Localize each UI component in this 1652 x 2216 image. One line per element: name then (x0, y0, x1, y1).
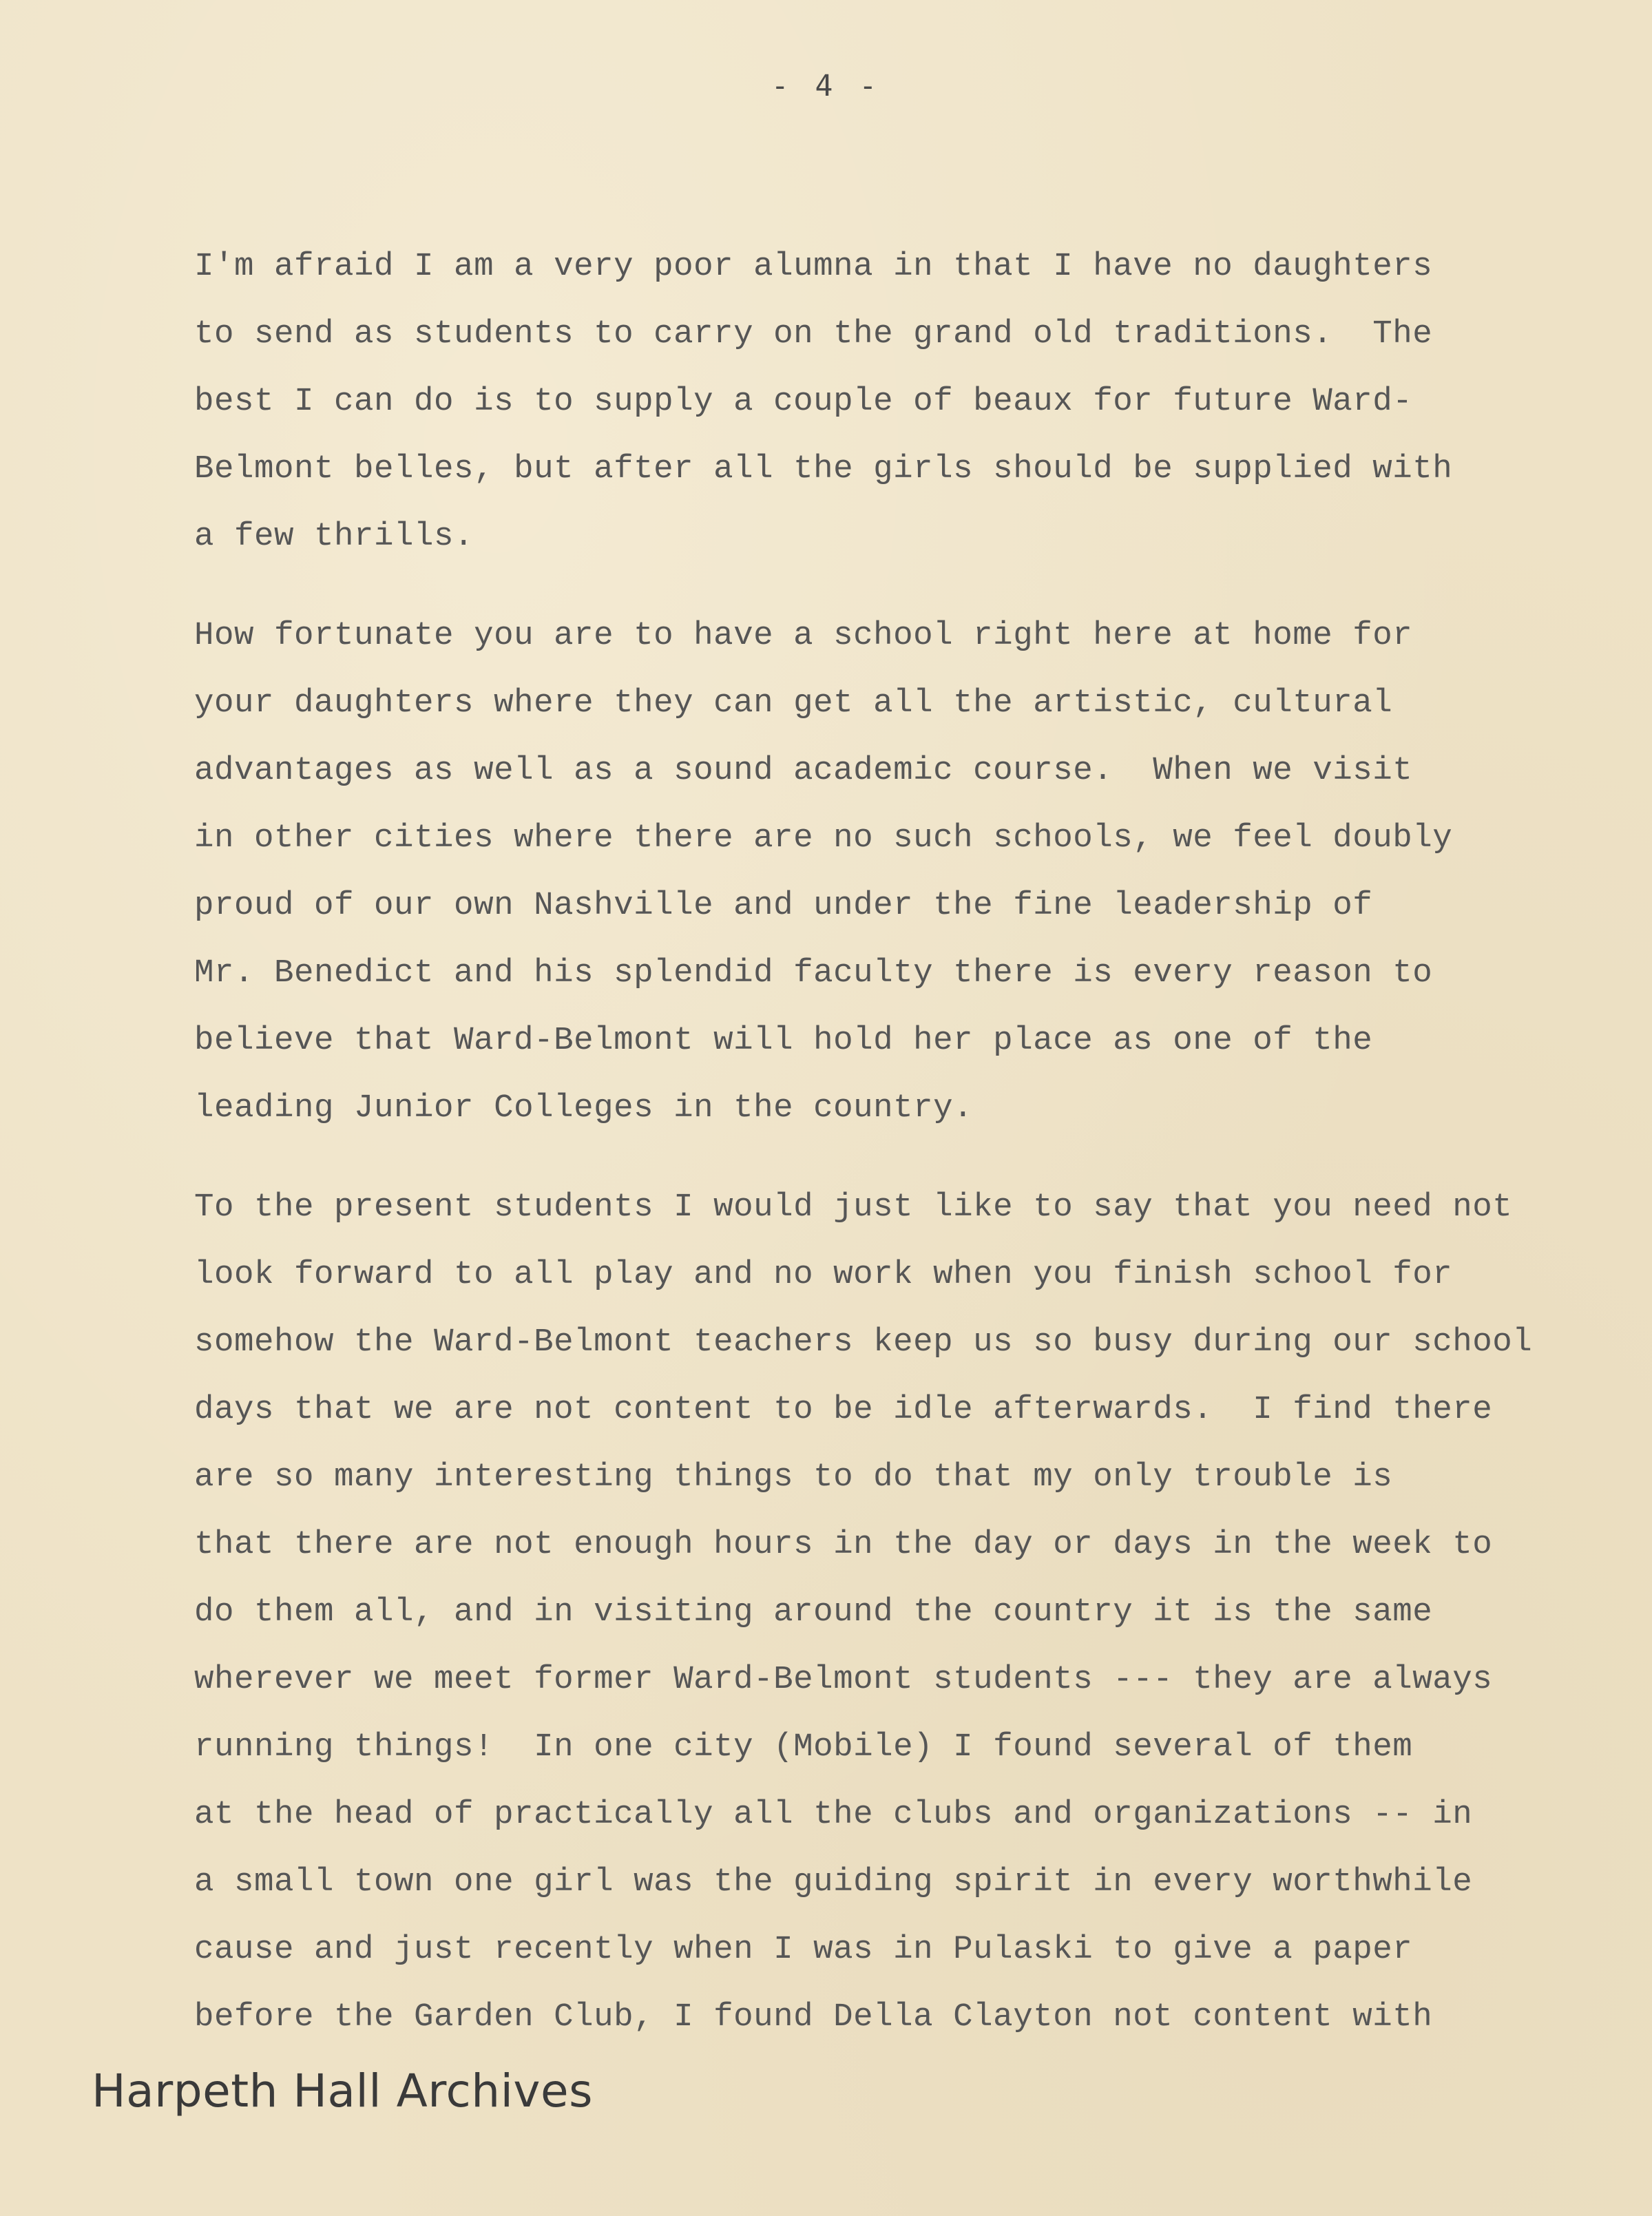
text-line: believe that Ward-Belmont will hold her place as one of the (194, 1022, 1373, 1059)
text-line: a small town one girl was the guiding spirit in every worthwhile (194, 1863, 1473, 1901)
paragraph-1 (194, 233, 1571, 570)
text-line: somehow the Ward-Belmont teachers keep us so busy during our school (194, 1324, 1533, 1361)
text-line: running things! In one city (Mobile) I found several of them (194, 1728, 1413, 1766)
text-line: advantages as well as a sound academic course. When we visit (194, 752, 1413, 789)
text-line: cause and just recently when I was in Pulaski to give a paper (194, 1931, 1413, 1968)
text-line: in other cities where there are no such schools, we feel doubly (194, 819, 1453, 857)
letter-body (194, 233, 1571, 2082)
text-line: at the head of practically all the clubs and organizations -- in (194, 1796, 1473, 1833)
text-line: How fortunate you are to have a school right here at home for (194, 617, 1413, 654)
paragraph-2 (194, 602, 1571, 1142)
text-line: are so many interesting things to do that my only trouble is (194, 1459, 1393, 1496)
text-line: look forward to all play and no work when you finish school for (194, 1256, 1453, 1293)
paragraph-3 (194, 1173, 1571, 2051)
text-line: wherever we meet former Ward-Belmont students --- they are always (194, 1661, 1493, 1698)
text-line: Mr. Benedict and his splendid faculty there is every reason to (194, 954, 1433, 992)
text-line: Belmont belles, but after all the girls should be supplied with (194, 450, 1453, 488)
page-number: - 4 - (771, 69, 881, 103)
text-line: to send as students to carry on the grand old traditions. The (194, 315, 1433, 353)
text-line: leading Junior Colleges in the country. (194, 1089, 974, 1127)
text-line: days that we are not content to be idle afterwards. I find there (194, 1391, 1493, 1428)
text-line: that there are not enough hours in the day or days in the week to (194, 1526, 1493, 1563)
text-line: best I can do is to supply a couple of beaux for future Ward- (194, 383, 1413, 420)
text-line: proud of our own Nashville and under the fine leadership of (194, 887, 1373, 924)
text-line: your daughters where they can get all the artistic, cultural (194, 684, 1393, 722)
text-line: To the present students I would just like to say that you need not (194, 1189, 1513, 1226)
text-line: before the Garden Club, I found Della Clayton not content with (194, 1998, 1433, 2036)
text-line: a few thrills. (194, 518, 474, 555)
text-line: I'm afraid I am a very poor alumna in that I have no daughters (194, 248, 1433, 285)
archive-watermark: Harpeth Hall Archives (92, 2065, 593, 2118)
text-line: do them all, and in visiting around the country it is the same (194, 1593, 1433, 1631)
